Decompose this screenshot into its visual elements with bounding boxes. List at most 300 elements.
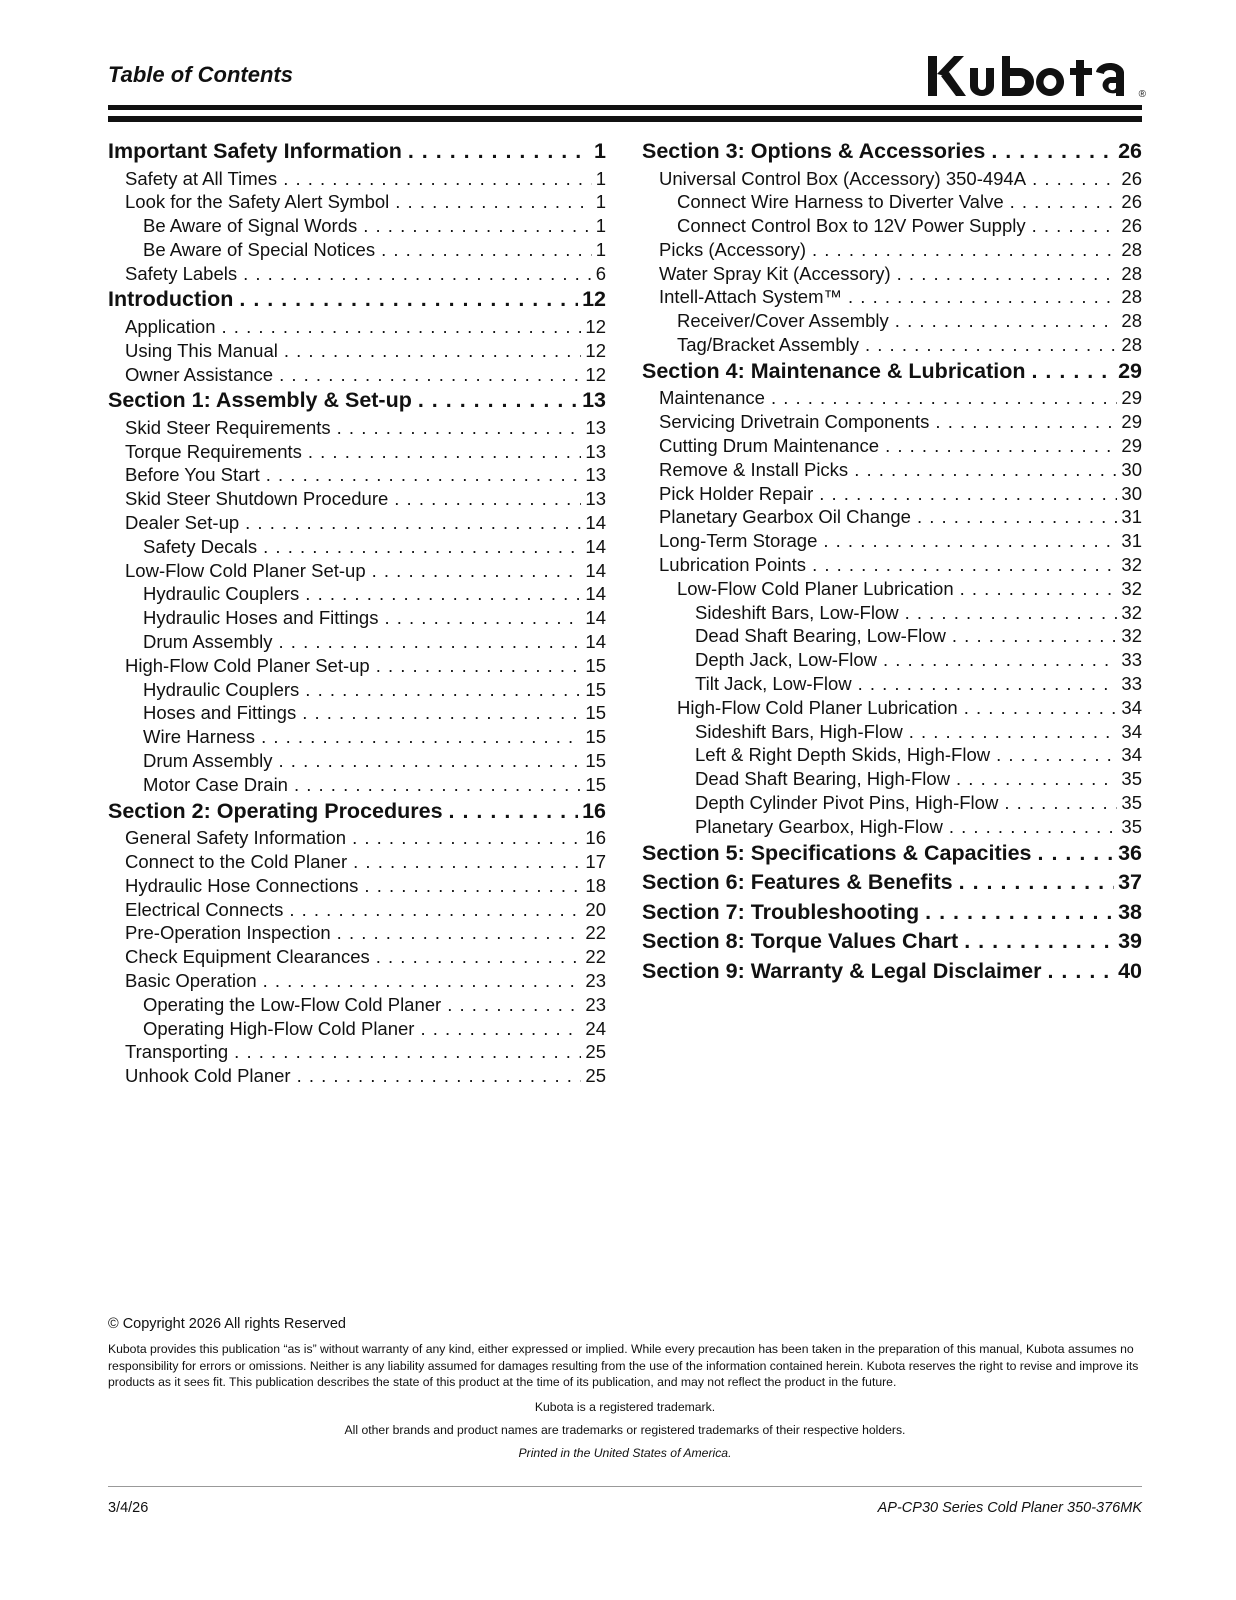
toc-entry[interactable] — [642, 505, 1142, 529]
toc-entry-page: 22 — [585, 946, 606, 968]
toc-entry-label: Pick Holder Repair — [659, 482, 814, 504]
toc-entry-label: Safety Decals — [143, 535, 258, 557]
toc-entry[interactable] — [642, 553, 1142, 577]
toc-entry-label: Section 3: Options & Accessories — [642, 139, 986, 163]
toc-entry[interactable] — [108, 654, 606, 678]
toc-entry-page: 1 — [595, 215, 606, 237]
toc-entry-page: 14 — [585, 631, 606, 653]
toc-dot-leader — [1047, 957, 1114, 987]
toc-entry-label: Section 6: Features & Benefits — [642, 870, 953, 895]
toc-entry[interactable] — [108, 898, 606, 922]
toc-entry-label: Receiver/Cover Assembly — [677, 310, 889, 332]
toc-entry-page: 26 — [1121, 191, 1142, 213]
toc-entry[interactable] — [642, 458, 1142, 482]
toc-entry-page: 32 — [1121, 553, 1142, 575]
toc-entry[interactable] — [642, 262, 1142, 286]
toc-entry-label: Check Equipment Clearances — [125, 946, 370, 968]
toc-entry[interactable] — [642, 238, 1142, 262]
footer-doc-id: AP-CP30 Series Cold Planer 350-376MK — [877, 1500, 1142, 1516]
toc-entry[interactable] — [642, 309, 1142, 333]
toc-dot-leader — [1004, 791, 1117, 815]
footer-legal — [108, 1316, 1142, 1469]
toc-dot-leader — [222, 315, 582, 339]
toc-entry[interactable] — [642, 190, 1142, 214]
toc-entry-label: Connect Wire Harness to Diverter Valve — [677, 191, 1004, 213]
printed-text: Printed in the United States of America. — [518, 1445, 732, 1460]
toc-entry-label: Water Spray Kit (Accessory) — [659, 262, 891, 284]
toc-entry-label: Operating High-Flow Cold Planer — [143, 1017, 415, 1039]
toc-entry[interactable] — [642, 529, 1142, 553]
toc-entry-page: 24 — [585, 1017, 606, 1039]
toc-entry-label: Owner Assistance — [125, 363, 274, 385]
toc-entry-label: Unhook Cold Planer — [125, 1065, 291, 1087]
toc-entry-label: Connect to the Cold Planer — [125, 850, 348, 872]
toc-dot-leader — [305, 678, 581, 702]
toc-dot-leader — [819, 482, 1117, 506]
toc-dot-leader — [352, 826, 581, 850]
toc-entry-page: 6 — [595, 262, 606, 284]
toc-entry[interactable] — [108, 190, 606, 214]
toc-entry[interactable] — [642, 720, 1142, 744]
toc-entry-label: Picks (Accessory) — [659, 238, 806, 260]
toc-entry-label: Tilt Jack, Low-Flow — [695, 672, 852, 694]
toc-entry[interactable] — [108, 678, 606, 702]
toc-section-entry[interactable] — [108, 797, 606, 827]
toc-entry-page: 32 — [1121, 625, 1142, 647]
toc-dot-leader — [848, 285, 1117, 309]
toc-entry[interactable] — [642, 577, 1142, 601]
toc-entry-label: Dead Shaft Bearing, Low-Flow — [695, 625, 946, 647]
toc-entry-label: Skid Steer Requirements — [125, 416, 331, 438]
toc-entry[interactable] — [108, 773, 606, 797]
toc-dot-leader — [1031, 357, 1114, 387]
toc-entry[interactable] — [108, 363, 606, 387]
toc-dot-leader — [263, 969, 582, 993]
toc-entry-label: Section 8: Torque Values Chart — [642, 929, 959, 954]
toc-dot-leader — [279, 363, 581, 387]
toc-entry[interactable] — [108, 945, 606, 969]
toc-entry-page: 29 — [1121, 434, 1142, 456]
toc-entry-label: Dealer Set-up — [125, 512, 240, 534]
toc-entry[interactable] — [108, 701, 606, 725]
toc-dot-leader — [394, 487, 581, 511]
toc-dot-leader — [243, 262, 592, 286]
toc-entry[interactable] — [108, 167, 606, 191]
toc-entry-page: 15 — [585, 773, 606, 795]
toc-dot-leader — [964, 927, 1114, 957]
toc-dot-leader — [337, 416, 582, 440]
toc-entry-page: 12 — [585, 339, 606, 361]
toc-entry-page: 28 — [1121, 286, 1142, 308]
toc-entry-page: 26 — [1118, 139, 1142, 163]
toc-entry-page: 13 — [585, 488, 606, 510]
toc-entry-label: Low-Flow Cold Planer Lubrication — [677, 577, 954, 599]
toc-dot-leader — [991, 137, 1114, 167]
toc-entry[interactable] — [642, 696, 1142, 720]
toc-entry-page: 26 — [1121, 215, 1142, 237]
toc-entry-label: Sideshift Bars, Low-Flow — [695, 601, 899, 623]
toc-entry-page: 38 — [1118, 899, 1142, 924]
toc-entry-label: Low-Flow Cold Planer Set-up — [125, 559, 366, 581]
toc-entry-label: Introduction — [108, 287, 234, 312]
header-rule-thin — [108, 116, 1142, 122]
toc-entry-label: Tag/Bracket Assembly — [677, 334, 859, 356]
toc-section-entry[interactable] — [642, 137, 1142, 167]
toc-dot-leader — [384, 606, 581, 630]
toc-entry[interactable] — [108, 630, 606, 654]
toc-dot-leader — [372, 559, 582, 583]
toc-entry-page: 25 — [585, 1041, 606, 1063]
toc-entry[interactable] — [108, 315, 606, 339]
toc-dot-leader — [905, 601, 1118, 625]
toc-dot-leader — [261, 725, 581, 749]
toc-entry-page: 28 — [1121, 238, 1142, 260]
toc-entry[interactable] — [108, 850, 606, 874]
toc-entry[interactable] — [642, 285, 1142, 309]
toc-dot-leader — [771, 386, 1117, 410]
toc-entry-page: 32 — [1121, 577, 1142, 599]
toc-dot-leader — [960, 577, 1118, 601]
toc-entry[interactable] — [642, 648, 1142, 672]
toc-entry-page: 20 — [585, 898, 606, 920]
other-brands-text: All other brands and product names are trademarks or registered trademarks of their respective holders. — [344, 1422, 906, 1437]
toc-entry-page: 40 — [1118, 958, 1142, 983]
toc-entry-page: 13 — [585, 416, 606, 438]
toc-entry-label: Planetary Gearbox Oil Change — [659, 506, 911, 528]
toc-entry-page: 34 — [1121, 720, 1142, 742]
toc-entry-page: 34 — [1121, 696, 1142, 718]
toc-entry-label: Important Safety Information — [108, 139, 402, 163]
toc-dot-leader — [266, 463, 582, 487]
toc-entry-page: 25 — [585, 1065, 606, 1087]
toc-entry-label: Drum Assembly — [143, 750, 273, 772]
toc-entry[interactable] — [108, 463, 606, 487]
toc-dot-leader — [353, 850, 581, 874]
toc-entry-label: Safety Labels — [125, 262, 238, 284]
toc-dot-leader — [949, 815, 1118, 839]
toc-entry-label: Torque Requirements — [125, 440, 302, 462]
toc-entry-page: 29 — [1118, 358, 1142, 383]
toc-entry-page: 35 — [1121, 768, 1142, 790]
toc-entry[interactable] — [108, 826, 606, 850]
toc-entry-label: Section 2: Operating Procedures — [108, 798, 443, 823]
toc-entry[interactable] — [642, 167, 1142, 191]
toc-dot-leader — [959, 868, 1114, 898]
toc-entry-label: Motor Case Drain — [143, 773, 288, 795]
toc-entry[interactable] — [642, 743, 1142, 767]
toc-entry[interactable] — [642, 214, 1142, 238]
header-rule-thick — [108, 105, 1142, 110]
toc-section-entry[interactable] — [642, 957, 1142, 987]
toc-entry[interactable] — [108, 921, 606, 945]
toc-entry-page: 15 — [585, 750, 606, 772]
toc-entry-label: Be Aware of Signal Words — [143, 215, 358, 237]
toc-section-entry[interactable] — [642, 927, 1142, 957]
toc-entry-page: 28 — [1121, 262, 1142, 284]
toc-entry-label: Universal Control Box (Accessory) 350-494A — [659, 167, 1027, 189]
toc-dot-leader — [337, 921, 582, 945]
toc-entry-label: Hoses and Fittings — [143, 702, 297, 724]
toc-entry-page: 12 — [585, 363, 606, 385]
toc-entry-page: 13 — [582, 388, 606, 413]
toc-entry-label: Section 5: Specifications & Capacities — [642, 840, 1032, 865]
toc-dot-leader — [308, 440, 582, 464]
toc-entry-label: Section 4: Maintenance & Lubrication — [642, 358, 1026, 383]
toc-entry-page: 18 — [585, 874, 606, 896]
toc-section-entry[interactable] — [108, 137, 606, 167]
toc-dot-leader — [1032, 167, 1117, 191]
toc-entry-page: 23 — [585, 993, 606, 1015]
toc-entry[interactable] — [108, 487, 606, 511]
toc-entry[interactable] — [108, 416, 606, 440]
toc-dot-leader — [883, 648, 1117, 672]
toc-entry-page: 37 — [1118, 870, 1142, 895]
toc-entry[interactable] — [108, 535, 606, 559]
toc-entry-label: General Safety Information — [125, 827, 347, 849]
toc-entry-page: 16 — [585, 827, 606, 849]
toc-dot-leader — [297, 1064, 582, 1088]
toc-section-entry[interactable] — [108, 386, 606, 416]
toc-entry-page: 14 — [585, 535, 606, 557]
toc-entry-label: Drum Assembly — [143, 631, 273, 653]
toc-dot-leader — [420, 1017, 581, 1041]
toc-entry-label: Transporting — [125, 1041, 229, 1063]
toc-entry[interactable] — [108, 725, 606, 749]
toc-dot-leader — [364, 874, 581, 898]
toc-dot-leader — [302, 701, 581, 725]
toc-entry-page: 17 — [585, 850, 606, 872]
toc-entry[interactable] — [108, 1040, 606, 1064]
toc-entry[interactable] — [108, 262, 606, 286]
toc-entry-label: Section 1: Assembly & Set-up — [108, 388, 412, 413]
toc-entry[interactable] — [108, 559, 606, 583]
toc-entry-label: Wire Harness — [143, 726, 256, 748]
toc-entry-label: Cutting Drum Maintenance — [659, 434, 880, 456]
toc-entry[interactable] — [108, 874, 606, 898]
toc-dot-leader — [279, 749, 582, 773]
toc-dot-leader — [381, 238, 592, 262]
toc-dot-leader — [964, 696, 1118, 720]
toc-entry-page: 15 — [585, 678, 606, 700]
toc-dot-leader — [952, 624, 1118, 648]
toc-entry[interactable] — [108, 440, 606, 464]
toc-entry[interactable] — [108, 582, 606, 606]
toc-dot-leader — [289, 898, 581, 922]
registered-mark: ® — [1138, 89, 1146, 100]
toc-entry-page: 33 — [1121, 672, 1142, 694]
toc-entry[interactable] — [642, 601, 1142, 625]
toc-entry[interactable] — [642, 410, 1142, 434]
toc-dot-leader — [305, 582, 581, 606]
toc-entry-page: 30 — [1121, 482, 1142, 504]
toc-entry-label: Servicing Drivetrain Components — [659, 411, 930, 433]
toc-entry-label: Skid Steer Shutdown Procedure — [125, 488, 389, 510]
toc-entry-label: High-Flow Cold Planer Lubrication — [677, 696, 958, 718]
toc-entry-label: Be Aware of Special Notices — [143, 238, 376, 260]
toc-entry-page: 29 — [1121, 411, 1142, 433]
toc-entry-label: Safety at All Times — [125, 167, 278, 189]
toc-dot-leader — [858, 672, 1118, 696]
toc-entry-label: Basic Operation — [125, 969, 257, 991]
toc-dot-leader — [395, 190, 591, 214]
toc-entry-page: 26 — [1121, 167, 1142, 189]
toc-entry-page: 32 — [1121, 601, 1142, 623]
toc-entry-label: Depth Jack, Low-Flow — [695, 649, 877, 671]
toc-entry-label: Intell-Attach System™ — [659, 286, 843, 308]
page-title: Table of Contents — [108, 62, 293, 87]
toc-entry-label: Sideshift Bars, High-Flow — [695, 720, 903, 742]
toc-dot-leader — [263, 535, 581, 559]
toc-entry[interactable] — [108, 1017, 606, 1041]
toc-dot-leader — [925, 898, 1114, 928]
toc-dot-leader — [284, 339, 582, 363]
toc-dot-leader — [363, 214, 591, 238]
toc-left-column — [108, 137, 606, 1088]
toc-entry[interactable] — [642, 333, 1142, 357]
disclaimer-text: Kubota provides this publication “as is” without warranty of any kind, either expressed or implied. While every precaution has been taken in the preparation of this manual, Kubota assumes no responsibility for errors or omissions. Neither is any liability assumed for damages resulting from the use of the information contained herein. Kubota reserves the right to revise and improve its products as it sees fit. This publication describes the state of this product at the time of its publication, and may not reflect the product in the future. — [108, 1342, 1139, 1389]
toc-entry[interactable] — [642, 791, 1142, 815]
toc-entry-page: 28 — [1121, 334, 1142, 356]
toc-dot-leader — [376, 945, 582, 969]
toc-entry[interactable] — [642, 624, 1142, 648]
toc-entry-page: 13 — [585, 464, 606, 486]
toc-entry-page: 31 — [1121, 506, 1142, 528]
toc-entry[interactable] — [642, 815, 1142, 839]
toc-entry[interactable] — [642, 482, 1142, 506]
toc-entry[interactable] — [108, 993, 606, 1017]
toc-dot-leader — [897, 262, 1118, 286]
toc-entry-page: 14 — [585, 607, 606, 629]
toc-section-entry[interactable] — [108, 285, 606, 315]
toc-section-entry[interactable] — [642, 839, 1142, 869]
toc-entry-label: Connect Control Box to 12V Power Supply — [677, 215, 1026, 237]
toc-entry-label: Dead Shaft Bearing, High-Flow — [695, 768, 951, 790]
copyright-text: © Copyright 2026 All rights Reserved — [108, 1316, 346, 1332]
toc-entry-page: 28 — [1121, 310, 1142, 332]
toc-dot-leader — [935, 410, 1117, 434]
toc-entry-page: 15 — [585, 702, 606, 724]
toc-entry-page: 14 — [585, 559, 606, 581]
toc-dot-leader — [279, 630, 582, 654]
toc-entry[interactable] — [642, 386, 1142, 410]
trademark-text: Kubota is a registered trademark. — [534, 1399, 716, 1414]
toc-dot-leader — [885, 434, 1117, 458]
toc-entry-label: Hydraulic Couplers — [143, 678, 300, 700]
toc-entry-page: 1 — [594, 139, 606, 163]
toc-entry-label: High-Flow Cold Planer Set-up — [125, 654, 370, 676]
toc-section-entry[interactable] — [642, 357, 1142, 387]
toc-dot-leader — [865, 333, 1117, 357]
toc-entry-page: 1 — [595, 238, 606, 260]
toc-entry-page: 16 — [582, 798, 606, 823]
toc-entry-label: Hydraulic Couplers — [143, 583, 300, 605]
toc-entry[interactable] — [108, 606, 606, 630]
toc-entry-label: Hydraulic Hose Connections — [125, 874, 359, 896]
toc-dot-leader — [239, 285, 578, 315]
toc-entry-page: 31 — [1121, 530, 1142, 552]
toc-entry-page: 30 — [1121, 458, 1142, 480]
toc-dot-leader — [996, 743, 1117, 767]
toc-entry-label: Section 9: Warranty & Legal Disclaimer — [642, 958, 1042, 983]
toc-entry-page: 14 — [585, 512, 606, 534]
toc-right-column — [642, 137, 1142, 986]
toc-entry[interactable] — [108, 969, 606, 993]
toc-dot-leader — [854, 458, 1117, 482]
toc-entry-label: Application — [125, 315, 216, 337]
toc-entry[interactable] — [108, 339, 606, 363]
toc-dot-leader — [917, 505, 1117, 529]
toc-entry[interactable] — [108, 749, 606, 773]
toc-dot-leader — [294, 773, 581, 797]
toc-entry-page: 23 — [585, 969, 606, 991]
toc-entry[interactable] — [108, 238, 606, 262]
toc-entry-label: Pre-Operation Inspection — [125, 922, 331, 944]
toc-dot-leader — [418, 386, 578, 416]
toc-section-entry[interactable] — [642, 868, 1142, 898]
toc-dot-leader — [812, 553, 1117, 577]
toc-entry-page: 35 — [1121, 791, 1142, 813]
toc-dot-leader — [376, 654, 582, 678]
toc-entry[interactable] — [642, 672, 1142, 696]
toc-entry-page: 12 — [582, 287, 606, 312]
toc-entry[interactable] — [642, 434, 1142, 458]
toc-entry[interactable] — [108, 1064, 606, 1088]
toc-entry-page: 1 — [595, 167, 606, 189]
toc-dot-leader — [812, 238, 1117, 262]
toc-entry[interactable] — [108, 214, 606, 238]
toc-entry[interactable] — [108, 511, 606, 535]
toc-entry-label: Depth Cylinder Pivot Pins, High-Flow — [695, 791, 999, 813]
toc-dot-leader — [1038, 839, 1115, 869]
toc-section-entry[interactable] — [642, 898, 1142, 928]
toc-dot-leader — [408, 137, 590, 167]
toc-entry-page: 36 — [1118, 840, 1142, 865]
toc-entry-label: Using This Manual — [125, 339, 278, 361]
toc-entry-label: Section 7: Troubleshooting — [642, 899, 920, 924]
toc-entry-label: Operating the Low-Flow Cold Planer — [143, 993, 442, 1015]
toc-entry-label: Hydraulic Hoses and Fittings — [143, 607, 379, 629]
toc-entry-page: 34 — [1121, 744, 1142, 766]
toc-entry-label: Maintenance — [659, 387, 765, 409]
toc-entry-page: 1 — [595, 191, 606, 213]
toc-entry-page: 35 — [1121, 815, 1142, 837]
toc-entry-label: Lubrication Points — [659, 553, 807, 575]
toc-entry-label: Remove & Install Picks — [659, 458, 849, 480]
toc-dot-leader — [1032, 214, 1118, 238]
toc-entry-label: Look for the Safety Alert Symbol — [125, 191, 390, 213]
toc-entry-page: 39 — [1118, 929, 1142, 954]
toc-entry-page: 13 — [585, 440, 606, 462]
toc-entry-page: 15 — [585, 726, 606, 748]
toc-dot-leader — [956, 767, 1117, 791]
toc-dot-leader — [449, 797, 579, 827]
toc-entry-page: 15 — [585, 654, 606, 676]
toc-dot-leader — [1010, 190, 1118, 214]
toc-dot-leader — [909, 720, 1118, 744]
toc-dot-leader — [447, 993, 581, 1017]
toc-dot-leader — [895, 309, 1118, 333]
toc-entry-page: 22 — [585, 922, 606, 944]
toc-entry[interactable] — [642, 767, 1142, 791]
toc-entry-page: 14 — [585, 583, 606, 605]
toc-dot-leader — [245, 511, 581, 535]
toc-entry-label: Long-Term Storage — [659, 530, 818, 552]
kubota-logo — [926, 50, 1146, 102]
toc-entry-label: Before You Start — [125, 464, 260, 486]
footer-date: 3/4/26 — [108, 1500, 149, 1516]
toc-dot-leader — [234, 1040, 581, 1064]
toc-entry-page: 29 — [1121, 387, 1142, 409]
